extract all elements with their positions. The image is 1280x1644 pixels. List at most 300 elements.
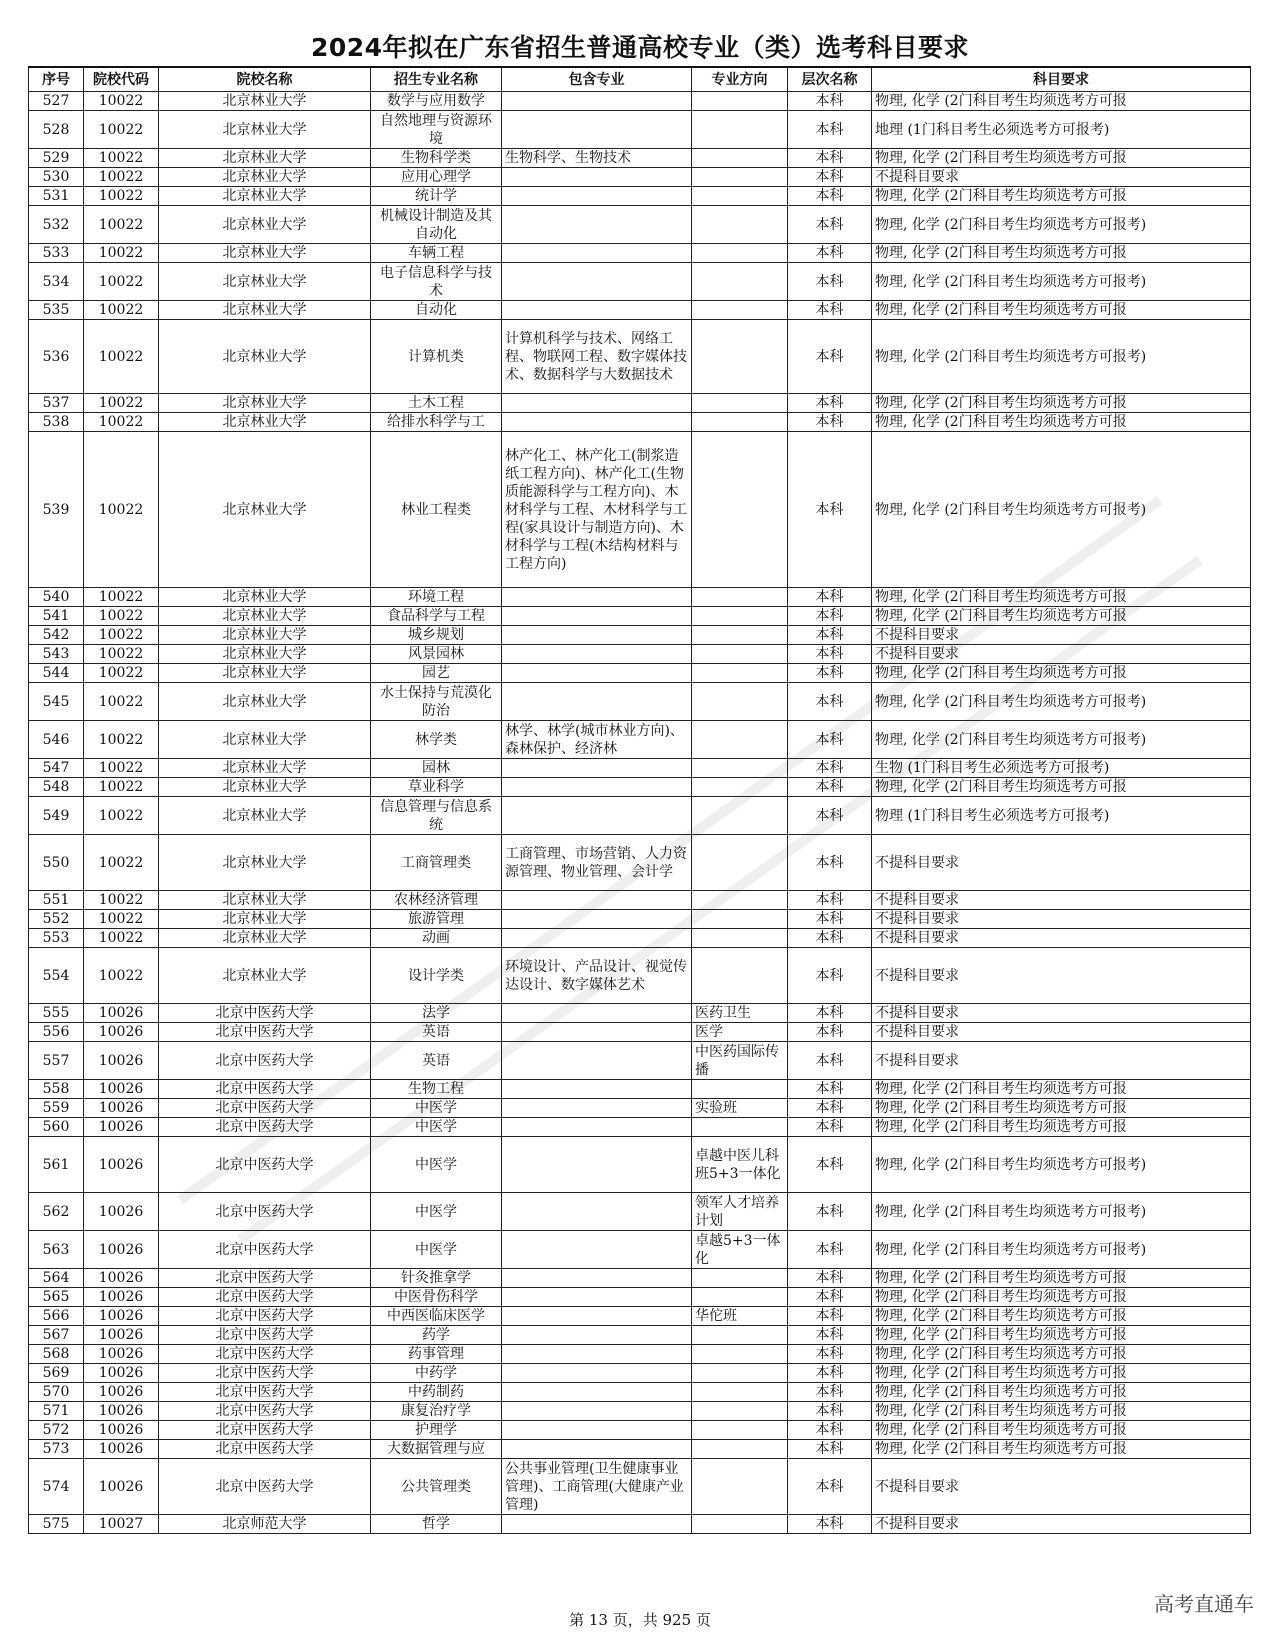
row-included-majors	[502, 929, 692, 948]
row-school-code: 10026	[84, 1193, 159, 1231]
table-header-row	[29, 67, 1251, 92]
row-subject-requirement: 物理, 化学 (2门科目考生均须选考方可报	[872, 1345, 1251, 1364]
row-school-code: 10022	[84, 664, 159, 683]
row-included-majors	[502, 1345, 692, 1364]
row-included-majors	[502, 1402, 692, 1421]
row-major-name: 针灸推拿学	[371, 1269, 502, 1288]
row-level: 本科	[788, 92, 872, 111]
row-direction	[692, 187, 788, 206]
row-included-majors	[502, 1231, 692, 1269]
row-level: 本科	[788, 187, 872, 206]
row-level: 本科	[788, 910, 872, 929]
row-no: 553	[29, 929, 84, 948]
row-included-majors	[502, 1042, 692, 1080]
row-major-name: 草业科学	[371, 778, 502, 797]
row-subject-requirement: 物理, 化学 (2门科目考生均须选考方可报考)	[872, 432, 1251, 588]
row-no: 547	[29, 759, 84, 778]
row-school-code: 10026	[84, 1042, 159, 1080]
row-major-name: 护理学	[371, 1421, 502, 1440]
row-level: 本科	[788, 149, 872, 168]
row-school-name: 北京林业大学	[159, 910, 371, 929]
row-included-majors	[502, 413, 692, 432]
row-level: 本科	[788, 1118, 872, 1137]
row-direction	[692, 607, 788, 626]
row-level: 本科	[788, 1137, 872, 1193]
row-subject-requirement: 物理, 化学 (2门科目考生均须选考方可报考)	[872, 1231, 1251, 1269]
row-school-code: 10027	[84, 1515, 159, 1534]
row-school-name: 北京中医药大学	[159, 1042, 371, 1080]
row-subject-requirement: 不提科目要求	[872, 948, 1251, 1004]
row-school-code: 10022	[84, 929, 159, 948]
table-row	[29, 645, 1251, 664]
row-direction	[692, 1402, 788, 1421]
row-included-majors	[502, 263, 692, 301]
row-no: 563	[29, 1231, 84, 1269]
table-row	[29, 1099, 1251, 1118]
row-level: 本科	[788, 664, 872, 683]
row-direction: 医学	[692, 1023, 788, 1042]
row-level: 本科	[788, 1042, 872, 1080]
row-included-majors	[502, 1307, 692, 1326]
row-subject-requirement: 物理, 化学 (2门科目考生均须选考方可报考)	[872, 320, 1251, 394]
row-included-majors: 生物科学、生物技术	[502, 149, 692, 168]
row-direction	[692, 394, 788, 413]
row-subject-requirement: 物理, 化学 (2门科目考生均须选考方可报	[872, 607, 1251, 626]
row-major-name: 英语	[371, 1042, 502, 1080]
row-no: 548	[29, 778, 84, 797]
table-row	[29, 1402, 1251, 1421]
row-major-name: 园艺	[371, 664, 502, 683]
table-row	[29, 948, 1251, 1004]
row-direction	[692, 1269, 788, 1288]
header-no: 序号	[29, 67, 84, 92]
row-level: 本科	[788, 1345, 872, 1364]
row-no: 545	[29, 683, 84, 721]
row-level: 本科	[788, 1326, 872, 1345]
row-school-name: 北京中医药大学	[159, 1269, 371, 1288]
header-direction: 专业方向	[692, 67, 788, 92]
row-level: 本科	[788, 413, 872, 432]
row-level: 本科	[788, 1231, 872, 1269]
table-row	[29, 244, 1251, 263]
row-major-name: 法学	[371, 1004, 502, 1023]
table-row	[29, 149, 1251, 168]
row-major-name: 风景园林	[371, 645, 502, 664]
row-included-majors	[502, 1193, 692, 1231]
row-subject-requirement: 物理, 化学 (2门科目考生均须选考方可报	[872, 1269, 1251, 1288]
table-body	[29, 92, 1251, 1534]
row-school-code: 10022	[84, 759, 159, 778]
table-row	[29, 721, 1251, 759]
row-school-name: 北京中医药大学	[159, 1402, 371, 1421]
row-no: 558	[29, 1080, 84, 1099]
row-level: 本科	[788, 1383, 872, 1402]
table-row	[29, 1515, 1251, 1534]
page-footer: 第 13 页，共 925 页	[569, 1611, 711, 1629]
row-subject-requirement: 不提科目要求	[872, 1459, 1251, 1515]
row-direction	[692, 891, 788, 910]
row-major-name: 给排水科学与工	[371, 413, 502, 432]
row-major-name: 城乡规划	[371, 626, 502, 645]
row-subject-requirement: 地理 (1门科目考生必须选考方可报考)	[872, 111, 1251, 149]
row-included-majors	[502, 111, 692, 149]
row-school-name: 北京林业大学	[159, 206, 371, 244]
row-subject-requirement: 物理, 化学 (2门科目考生均须选考方可报	[872, 1440, 1251, 1459]
row-no: 559	[29, 1099, 84, 1118]
row-school-name: 北京林业大学	[159, 320, 371, 394]
row-included-majors	[502, 607, 692, 626]
row-major-name: 车辆工程	[371, 244, 502, 263]
row-no: 566	[29, 1307, 84, 1326]
row-level: 本科	[788, 797, 872, 835]
row-major-name: 林业工程类	[371, 432, 502, 588]
row-no: 532	[29, 206, 84, 244]
row-school-code: 10022	[84, 187, 159, 206]
row-included-majors	[502, 664, 692, 683]
row-level: 本科	[788, 778, 872, 797]
row-included-majors	[502, 1118, 692, 1137]
row-subject-requirement: 不提科目要求	[872, 929, 1251, 948]
header-major-name: 招生专业名称	[371, 67, 502, 92]
row-level: 本科	[788, 1307, 872, 1326]
subject-requirements-table	[28, 66, 1251, 1534]
row-subject-requirement: 不提科目要求	[872, 168, 1251, 187]
row-subject-requirement: 不提科目要求	[872, 626, 1251, 645]
row-school-name: 北京中医药大学	[159, 1023, 371, 1042]
row-school-code: 10022	[84, 320, 159, 394]
row-included-majors	[502, 1515, 692, 1534]
row-school-code: 10022	[84, 111, 159, 149]
row-no: 551	[29, 891, 84, 910]
row-major-name: 中医学	[371, 1118, 502, 1137]
row-school-name: 北京师范大学	[159, 1515, 371, 1534]
row-direction	[692, 721, 788, 759]
row-level: 本科	[788, 1269, 872, 1288]
row-no: 564	[29, 1269, 84, 1288]
row-no: 543	[29, 645, 84, 664]
row-no: 561	[29, 1137, 84, 1193]
row-school-code: 10022	[84, 432, 159, 588]
row-school-code: 10026	[84, 1288, 159, 1307]
row-direction	[692, 168, 788, 187]
table-row	[29, 1023, 1251, 1042]
row-direction	[692, 626, 788, 645]
row-level: 本科	[788, 1004, 872, 1023]
row-major-name: 设计学类	[371, 948, 502, 1004]
row-major-name: 应用心理学	[371, 168, 502, 187]
row-no: 560	[29, 1118, 84, 1137]
row-subject-requirement: 不提科目要求	[872, 910, 1251, 929]
row-school-name: 北京林业大学	[159, 244, 371, 263]
row-included-majors: 公共事业管理(卫生健康事业管理)、工商管理(大健康产业管理)	[502, 1459, 692, 1515]
row-direction	[692, 759, 788, 778]
row-subject-requirement: 物理, 化学 (2门科目考生均须选考方可报	[872, 1402, 1251, 1421]
row-subject-requirement: 物理, 化学 (2门科目考生均须选考方可报	[872, 1364, 1251, 1383]
row-subject-requirement: 物理, 化学 (2门科目考生均须选考方可报	[872, 1118, 1251, 1137]
row-subject-requirement: 物理, 化学 (2门科目考生均须选考方可报考)	[872, 683, 1251, 721]
row-direction	[692, 929, 788, 948]
row-direction	[692, 1515, 788, 1534]
row-direction	[692, 111, 788, 149]
row-school-code: 10022	[84, 910, 159, 929]
table-row	[29, 891, 1251, 910]
row-direction	[692, 1364, 788, 1383]
row-major-name: 水土保持与荒漠化防治	[371, 683, 502, 721]
row-included-majors	[502, 891, 692, 910]
row-school-name: 北京中医药大学	[159, 1364, 371, 1383]
row-subject-requirement: 物理, 化学 (2门科目考生均须选考方可报	[872, 1307, 1251, 1326]
row-level: 本科	[788, 394, 872, 413]
table-row	[29, 778, 1251, 797]
row-subject-requirement: 物理, 化学 (2门科目考生均须选考方可报考)	[872, 206, 1251, 244]
row-included-majors	[502, 626, 692, 645]
row-major-name: 机械设计制造及其自动化	[371, 206, 502, 244]
table-row	[29, 111, 1251, 149]
table-row	[29, 1004, 1251, 1023]
table-row	[29, 626, 1251, 645]
row-subject-requirement: 物理, 化学 (2门科目考生均须选考方可报考)	[872, 721, 1251, 759]
row-school-name: 北京中医药大学	[159, 1288, 371, 1307]
row-level: 本科	[788, 168, 872, 187]
row-level: 本科	[788, 607, 872, 626]
table-row	[29, 1137, 1251, 1193]
row-included-majors: 林产化工、林产化工(制浆造纸工程方向)、林产化工(生物质能源科学与工程方向)、木材科学与工程、木材科学与工程(家具设计与制造方向)、木材科学与工程(木结构材料与工程方向)	[502, 432, 692, 588]
row-school-code: 10022	[84, 301, 159, 320]
row-level: 本科	[788, 588, 872, 607]
row-level: 本科	[788, 1099, 872, 1118]
row-major-name: 公共管理类	[371, 1459, 502, 1515]
row-major-name: 药事管理	[371, 1345, 502, 1364]
row-direction: 实验班	[692, 1099, 788, 1118]
row-major-name: 数学与应用数学	[371, 92, 502, 111]
row-no: 538	[29, 413, 84, 432]
row-direction	[692, 1459, 788, 1515]
row-level: 本科	[788, 111, 872, 149]
row-included-majors	[502, 797, 692, 835]
row-direction: 领军人才培养计划	[692, 1193, 788, 1231]
table-row	[29, 1307, 1251, 1326]
row-direction	[692, 835, 788, 891]
row-no: 541	[29, 607, 84, 626]
row-no: 574	[29, 1459, 84, 1515]
row-subject-requirement: 物理, 化学 (2门科目考生均须选考方可报	[872, 149, 1251, 168]
row-level: 本科	[788, 263, 872, 301]
row-included-majors	[502, 244, 692, 263]
row-subject-requirement: 物理, 化学 (2门科目考生均须选考方可报考)	[872, 1193, 1251, 1231]
row-major-name: 中药制药	[371, 1383, 502, 1402]
row-major-name: 农林经济管理	[371, 891, 502, 910]
row-direction	[692, 413, 788, 432]
row-no: 533	[29, 244, 84, 263]
row-school-code: 10022	[84, 206, 159, 244]
table-row	[29, 1231, 1251, 1269]
row-no: 562	[29, 1193, 84, 1231]
table-row	[29, 206, 1251, 244]
row-school-code: 10022	[84, 394, 159, 413]
row-direction	[692, 432, 788, 588]
row-major-name: 动画	[371, 929, 502, 948]
row-level: 本科	[788, 1515, 872, 1534]
row-no: 542	[29, 626, 84, 645]
row-major-name: 大数据管理与应	[371, 1440, 502, 1459]
row-no: 569	[29, 1364, 84, 1383]
row-included-majors	[502, 1269, 692, 1288]
row-direction	[692, 778, 788, 797]
row-school-name: 北京林业大学	[159, 432, 371, 588]
row-direction	[692, 206, 788, 244]
table-row	[29, 1440, 1251, 1459]
table-row	[29, 835, 1251, 891]
row-direction	[692, 1118, 788, 1137]
row-direction: 华佗班	[692, 1307, 788, 1326]
row-school-name: 北京中医药大学	[159, 1231, 371, 1269]
row-direction	[692, 92, 788, 111]
row-school-code: 10022	[84, 778, 159, 797]
row-included-majors: 林学、林学(城市林业方向)、森林保护、经济林	[502, 721, 692, 759]
row-school-code: 10022	[84, 588, 159, 607]
row-school-code: 10022	[84, 891, 159, 910]
row-school-code: 10026	[84, 1099, 159, 1118]
row-school-name: 北京中医药大学	[159, 1004, 371, 1023]
row-direction	[692, 1440, 788, 1459]
row-level: 本科	[788, 835, 872, 891]
row-no: 540	[29, 588, 84, 607]
row-subject-requirement: 物理, 化学 (2门科目考生均须选考方可报	[872, 1383, 1251, 1402]
row-subject-requirement: 物理, 化学 (2门科目考生均须选考方可报	[872, 778, 1251, 797]
row-subject-requirement: 不提科目要求	[872, 835, 1251, 891]
row-included-majors	[502, 778, 692, 797]
row-school-name: 北京林业大学	[159, 301, 371, 320]
row-school-code: 10026	[84, 1231, 159, 1269]
row-school-code: 10022	[84, 835, 159, 891]
row-school-name: 北京林业大学	[159, 759, 371, 778]
row-school-code: 10022	[84, 244, 159, 263]
row-school-code: 10022	[84, 948, 159, 1004]
header-school-code: 院校代码	[84, 67, 159, 92]
row-subject-requirement: 物理, 化学 (2门科目考生均须选考方可报考)	[872, 263, 1251, 301]
row-no: 529	[29, 149, 84, 168]
row-no: 549	[29, 797, 84, 835]
row-school-name: 北京林业大学	[159, 149, 371, 168]
row-major-name: 中医学	[371, 1099, 502, 1118]
row-no: 546	[29, 721, 84, 759]
table-row	[29, 432, 1251, 588]
row-level: 本科	[788, 1364, 872, 1383]
row-school-name: 北京林业大学	[159, 948, 371, 1004]
row-major-name: 土木工程	[371, 394, 502, 413]
row-no: 572	[29, 1421, 84, 1440]
row-school-name: 北京中医药大学	[159, 1459, 371, 1515]
header-included-majors: 包含专业	[502, 67, 692, 92]
row-direction: 医药卫生	[692, 1004, 788, 1023]
row-school-code: 10026	[84, 1326, 159, 1345]
row-level: 本科	[788, 432, 872, 588]
row-major-name: 药学	[371, 1326, 502, 1345]
row-direction	[692, 320, 788, 394]
row-included-majors	[502, 1288, 692, 1307]
table-row	[29, 683, 1251, 721]
row-no: 556	[29, 1023, 84, 1042]
row-school-name: 北京林业大学	[159, 645, 371, 664]
row-school-code: 10026	[84, 1440, 159, 1459]
row-school-name: 北京林业大学	[159, 778, 371, 797]
row-school-name: 北京中医药大学	[159, 1099, 371, 1118]
row-level: 本科	[788, 1193, 872, 1231]
row-included-majors	[502, 394, 692, 413]
table-row	[29, 1326, 1251, 1345]
table-row	[29, 607, 1251, 626]
row-subject-requirement: 物理, 化学 (2门科目考生均须选考方可报	[872, 1288, 1251, 1307]
row-school-name: 北京林业大学	[159, 891, 371, 910]
table-row	[29, 301, 1251, 320]
row-school-code: 10022	[84, 413, 159, 432]
row-major-name: 中西医临床医学	[371, 1307, 502, 1326]
row-level: 本科	[788, 645, 872, 664]
row-direction	[692, 1288, 788, 1307]
row-subject-requirement: 物理, 化学 (2门科目考生均须选考方可报	[872, 413, 1251, 432]
row-school-name: 北京林业大学	[159, 111, 371, 149]
row-level: 本科	[788, 206, 872, 244]
row-major-name: 林学类	[371, 721, 502, 759]
row-school-code: 10022	[84, 645, 159, 664]
row-direction	[692, 664, 788, 683]
row-direction	[692, 244, 788, 263]
row-included-majors	[502, 92, 692, 111]
table-row	[29, 1383, 1251, 1402]
row-direction	[692, 1383, 788, 1402]
row-direction	[692, 1421, 788, 1440]
page-title: 2024年拟在广东省招生普通高校专业（类）选考科目要求	[310, 33, 970, 62]
row-school-code: 10026	[84, 1383, 159, 1402]
header-school-name: 院校名称	[159, 67, 371, 92]
table-row	[29, 413, 1251, 432]
row-major-name: 自动化	[371, 301, 502, 320]
row-school-code: 10022	[84, 92, 159, 111]
row-school-code: 10022	[84, 797, 159, 835]
row-included-majors	[502, 301, 692, 320]
row-subject-requirement: 物理, 化学 (2门科目考生均须选考方可报	[872, 588, 1251, 607]
row-school-code: 10022	[84, 263, 159, 301]
row-school-name: 北京中医药大学	[159, 1307, 371, 1326]
row-subject-requirement: 物理, 化学 (2门科目考生均须选考方可报	[872, 1099, 1251, 1118]
row-included-majors: 工商管理、市场营销、人力资源管理、物业管理、会计学	[502, 835, 692, 891]
row-school-name: 北京中医药大学	[159, 1383, 371, 1402]
row-major-name: 电子信息科学与技术	[371, 263, 502, 301]
row-level: 本科	[788, 1023, 872, 1042]
row-school-name: 北京中医药大学	[159, 1137, 371, 1193]
brand-logo-text: 高考直通车	[1154, 1592, 1254, 1616]
row-included-majors: 环境设计、产品设计、视觉传达设计、数字媒体艺术	[502, 948, 692, 1004]
row-subject-requirement: 物理, 化学 (2门科目考生均须选考方可报	[872, 394, 1251, 413]
table-row	[29, 1364, 1251, 1383]
row-no: 528	[29, 111, 84, 149]
row-included-majors	[502, 1004, 692, 1023]
row-level: 本科	[788, 1288, 872, 1307]
row-school-name: 北京林业大学	[159, 607, 371, 626]
row-school-code: 10026	[84, 1137, 159, 1193]
row-direction	[692, 263, 788, 301]
row-school-name: 北京林业大学	[159, 797, 371, 835]
row-included-majors	[502, 1421, 692, 1440]
row-subject-requirement: 物理, 化学 (2门科目考生均须选考方可报	[872, 1326, 1251, 1345]
row-direction	[692, 301, 788, 320]
row-school-name: 北京林业大学	[159, 588, 371, 607]
row-no: 554	[29, 948, 84, 1004]
row-major-name: 康复治疗学	[371, 1402, 502, 1421]
row-level: 本科	[788, 1459, 872, 1515]
row-direction: 卓越中医儿科班5+3一体化	[692, 1137, 788, 1193]
row-level: 本科	[788, 320, 872, 394]
